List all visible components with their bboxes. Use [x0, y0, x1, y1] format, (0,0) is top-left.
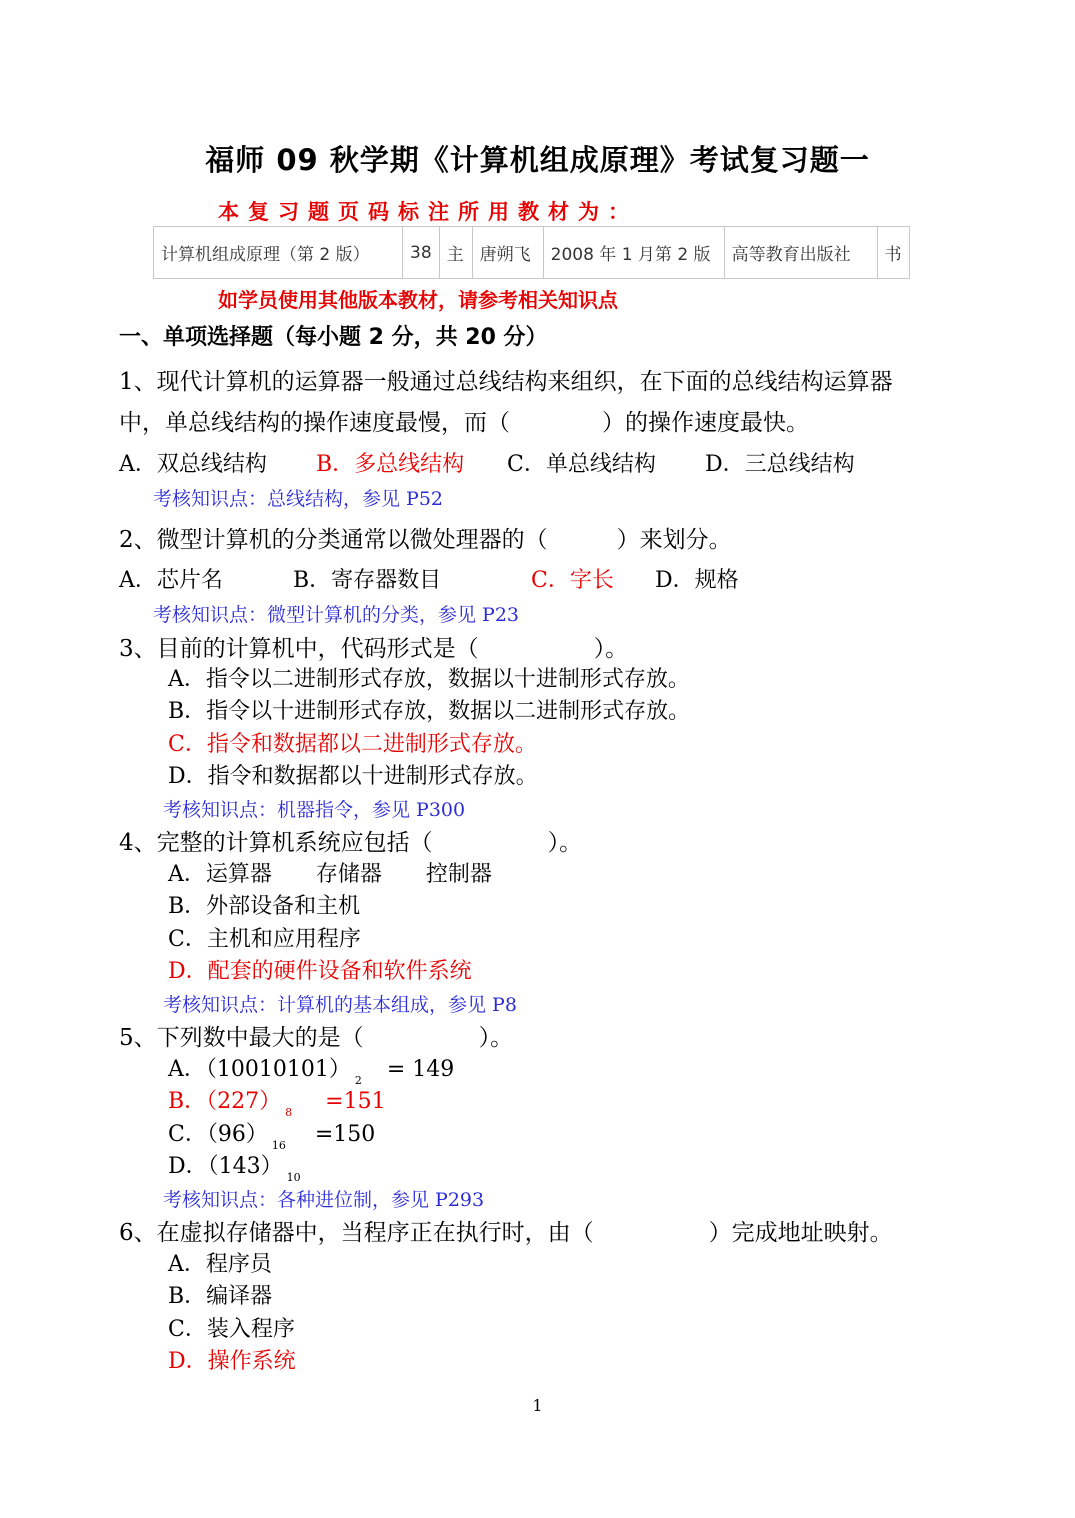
- question-4-option-d-answer: D．配套的硬件设备和软件系统: [168, 959, 472, 984]
- question-2-option-b: B．寄存器数目: [293, 568, 442, 593]
- question-1-knowledge-point: 考核知识点：总线结构，参见 P52: [153, 488, 444, 510]
- question-2-option-a: A．芯片名: [119, 568, 223, 593]
- question-4-option-a: A．运算器 存储器 控制器: [168, 862, 492, 887]
- question-1-option-d: D．三总线结构: [705, 452, 855, 477]
- question-5-option-b-answer: [168, 1084, 386, 1119]
- question-2-option-c-answer: C．字长: [531, 568, 614, 593]
- table-cell-edition: 2008 年 1 月第 2 版: [543, 227, 724, 279]
- question-1-option-b-answer: B．多总线结构: [316, 452, 465, 477]
- question-2-knowledge-point: 考核知识点：微型计算机的分类，参见 P23: [153, 604, 520, 626]
- option-b-decimal: =151: [325, 1089, 386, 1114]
- page-number: 1: [532, 1396, 543, 1415]
- question-6-option-a: A．程序员: [168, 1252, 272, 1277]
- question-5-stem: 5、下列数中最大的是（ ）。: [119, 1025, 514, 1051]
- option-c-decimal: =150: [314, 1122, 376, 1147]
- question-5-knowledge-point: 考核知识点：各种进位制，参见 P293: [163, 1189, 485, 1211]
- question-3-option-d: D．指令和数据都以十进制形式存放。: [168, 764, 538, 789]
- table-cell-book: 计算机组成原理（第 2 版）: [154, 227, 403, 279]
- question-2-option-d: D．规格: [655, 568, 739, 593]
- question-3-stem: 3、目前的计算机中，代码形式是（ ）。: [119, 636, 629, 662]
- question-4-option-b: B．外部设备和主机: [168, 894, 361, 919]
- question-3-option-c-answer: C．指令和数据都以二进制形式存放。: [168, 732, 537, 757]
- table-row: [154, 227, 910, 279]
- option-c-base: 16: [271, 1139, 286, 1152]
- question-1-stem-line2: 中，单总线结构的操作速度最慢，而（ ）的操作速度最快。: [119, 410, 809, 436]
- option-c-value: C．（96）: [168, 1122, 268, 1147]
- option-a-decimal: = 149: [386, 1057, 455, 1082]
- textbook-table: [153, 226, 910, 279]
- question-6-option-c: C．装入程序: [168, 1317, 295, 1342]
- question-4-stem: 4、完整的计算机系统应包括（ ）。: [119, 830, 583, 856]
- option-a-base: 2: [354, 1074, 362, 1087]
- question-5-option-d: [168, 1149, 301, 1184]
- option-d-value: D．（143）: [168, 1154, 283, 1179]
- question-4-knowledge-point: 考核知识点：计算机的基本组成，参见 P8: [163, 994, 517, 1016]
- alternate-edition-note: 如学员使用其他版本教材，请参考相关知识点: [218, 288, 618, 312]
- option-b-value: B．（227）: [168, 1089, 282, 1114]
- question-1-option-c: C．单总线结构: [507, 452, 656, 477]
- question-4-option-c: C．主机和应用程序: [168, 927, 361, 952]
- question-1-stem-line1: 1、现代计算机的运算器一般通过总线结构来组织，在下面的总线结构运算器: [119, 369, 893, 395]
- question-1-option-a: A．双总线结构: [119, 452, 267, 477]
- textbook-note: 本复习题页码标注所用教材为：: [218, 200, 638, 224]
- option-d-base: 10: [286, 1171, 301, 1184]
- question-3-knowledge-point: 考核知识点：机器指令，参见 P300: [163, 799, 466, 821]
- question-6-option-d-answer: D．操作系统: [168, 1349, 296, 1374]
- question-6-stem: 6、在虚拟存储器中，当程序正在执行时，由（ ）完成地址映射。: [119, 1220, 893, 1246]
- section-title: 一、单项选择题（每小题 2 分，共 20 分）: [119, 325, 548, 350]
- table-cell-author: 唐朔飞: [472, 227, 543, 279]
- table-cell-publisher: 高等教育出版社: [724, 227, 877, 279]
- question-2-stem: 2、微型计算机的分类通常以微处理器的（ ）来划分。: [119, 527, 732, 553]
- question-6-option-b: B．编译器: [168, 1284, 273, 1309]
- page-title: 福师 09 秋学期《计算机组成原理》考试复习题一: [205, 143, 870, 177]
- option-a-value: A．（10010101）: [168, 1057, 351, 1082]
- table-cell-number: 38: [403, 227, 440, 279]
- table-cell-role: 主: [439, 227, 472, 279]
- question-3-option-a: A．指令以二进制形式存放，数据以十进制形式存放。: [168, 667, 690, 692]
- question-5-option-a: [168, 1052, 455, 1087]
- question-5-option-c: [168, 1117, 376, 1152]
- question-3-option-b: B．指令以十进制形式存放，数据以二进制形式存放。: [168, 699, 691, 724]
- table-cell-type: 书: [877, 227, 909, 279]
- option-b-base: 8: [285, 1106, 293, 1119]
